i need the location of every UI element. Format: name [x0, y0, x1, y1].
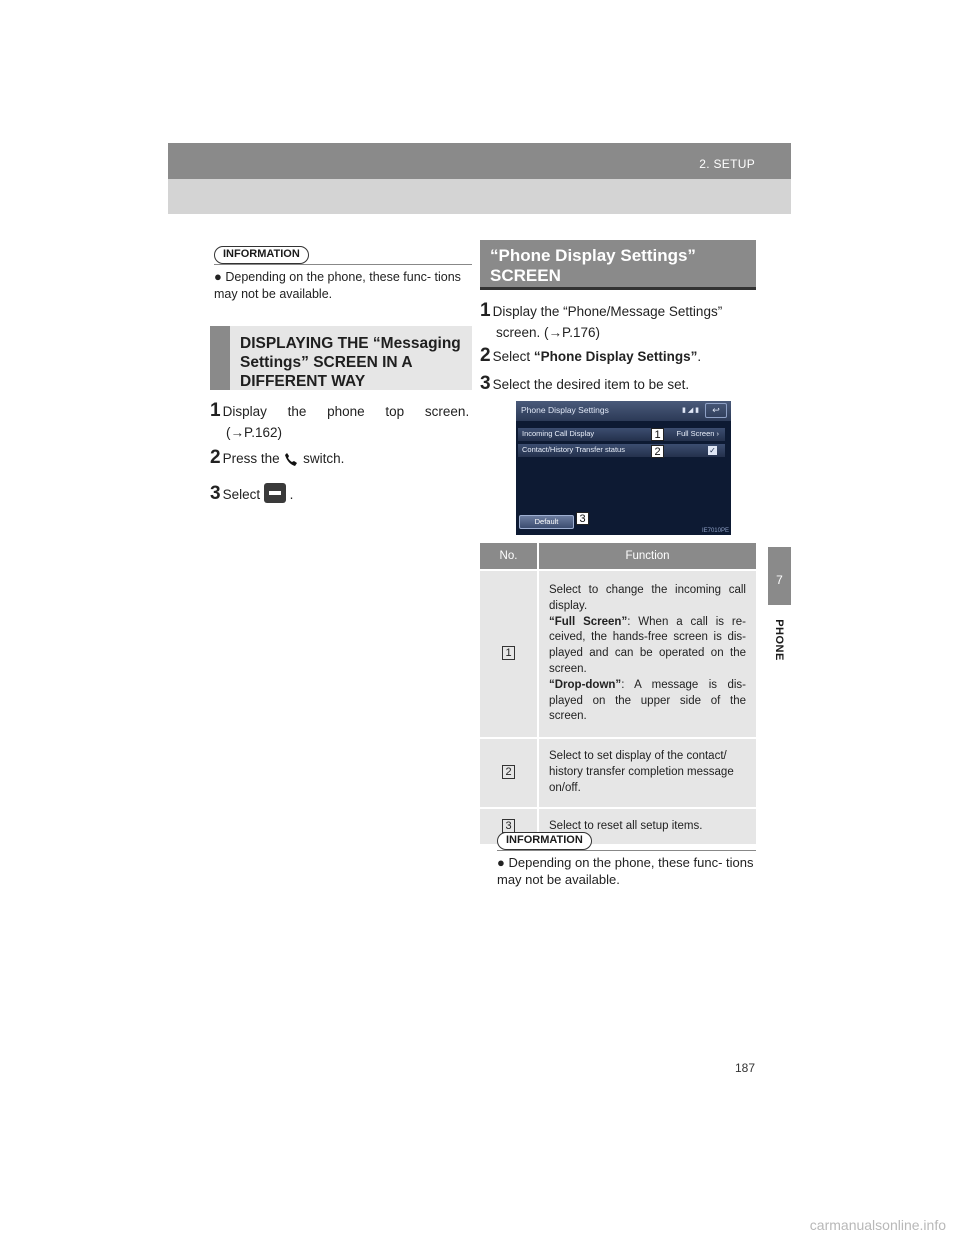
left-step-1: 1 Display the phone top screen. (→P.162)	[210, 400, 470, 440]
message-screen-icon	[264, 483, 286, 503]
header-no: No.	[480, 543, 538, 570]
incoming-call-display-row: Incoming Call Display Full Screen ›	[518, 428, 725, 441]
table-row: 2 Select to set display of the contact/ history transfer completion message on/off.	[480, 738, 756, 807]
number-box: 3	[502, 819, 515, 833]
table-row: 1 Select to change the incoming call display. “Full Screen”: When a call is re- ceived, the hands-free screen is dis- played and can be operated on the screen. “Drop-down”: A message is dis- played on the upper side of the screen.	[480, 570, 756, 738]
callout-1: 1	[651, 428, 664, 441]
watermark: carmanualsonline.info	[809, 1217, 946, 1233]
bullet-icon: ●	[214, 269, 222, 284]
phone-handset-icon	[283, 451, 299, 467]
section-title-phone-display	[480, 240, 756, 290]
callout-2: 2	[651, 445, 664, 458]
heading-line: DIFFERENT WAY	[240, 373, 366, 390]
heading-line: DISPLAYING THE “Messaging	[240, 335, 461, 352]
signal-icon: ▮ ◢ ▮	[682, 407, 699, 414]
transfer-status-row: Contact/History Transfer status ✓	[518, 444, 725, 457]
left-step-3: 3 Select .	[210, 483, 294, 504]
right-step-3: 3 Select the desired item to be set.	[480, 373, 690, 394]
title-line: “Phone Display Settings”	[490, 246, 696, 265]
header-band	[168, 143, 791, 179]
function-table	[480, 543, 756, 844]
right-step-1: 1 Display the “Phone/Message Settings” screen. (→P.176)	[480, 300, 723, 340]
left-step-2: 2 Press the switch.	[210, 447, 345, 468]
information-rule	[214, 264, 472, 265]
screen-title: Phone Display Settings	[521, 405, 609, 415]
checkbox-icon: ✓	[709, 446, 716, 455]
header-subband	[168, 179, 791, 214]
heading-bar	[210, 326, 230, 390]
default-button: Default	[519, 515, 574, 529]
header-function: Function	[538, 543, 756, 570]
callout-3: 3	[576, 512, 589, 525]
phone-display-settings-screenshot	[516, 401, 731, 535]
information-bullet: ● Depending on the phone, these func- tions may not be available.	[214, 269, 461, 301]
heading-line: Settings” SCREEN IN A	[240, 354, 413, 371]
table-row: 3 Select to reset all setup items.	[480, 808, 756, 845]
back-icon: ↩	[705, 403, 727, 418]
table-header-row	[480, 543, 756, 570]
image-code: IE7010PE	[701, 528, 729, 534]
number-box: 2	[502, 765, 515, 779]
information-label: INFORMATION	[214, 246, 309, 264]
page-number: 187	[735, 1061, 756, 1075]
bullet-icon: ●	[497, 855, 505, 870]
number-box: 1	[502, 646, 515, 660]
section-label: 2. SETUP	[699, 157, 755, 171]
section-heading-messaging	[210, 326, 472, 390]
information-rule-right	[497, 850, 756, 851]
chapter-label: PHONE	[773, 619, 785, 661]
information-bullet-right: ● Depending on the phone, these func- tions may not be available.	[497, 855, 754, 887]
information-label-right: INFORMATION	[497, 832, 592, 850]
title-line: SCREEN	[490, 266, 561, 285]
chapter-number: 7	[776, 573, 783, 587]
right-step-2: 2 Select “Phone Display Settings”.	[480, 345, 702, 366]
